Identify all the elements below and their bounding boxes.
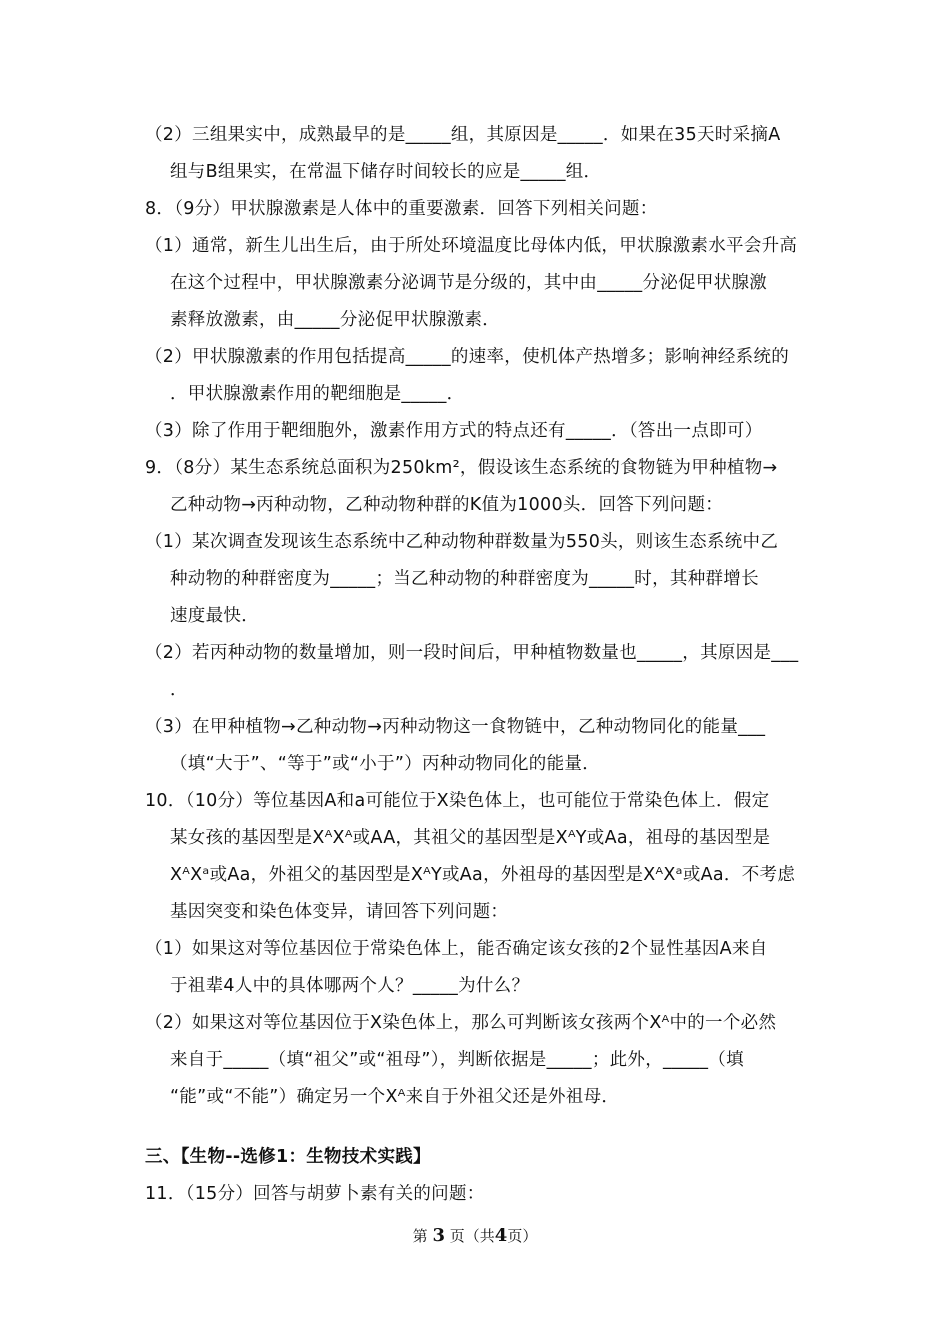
q10-part1-line1: （1）如果这对等位基因位于常染色体上，能否确定该女孩的2个显性基因A来自	[145, 939, 768, 959]
q10-stem-line4: 基因突变和染色体变异，请回答下列问题：	[170, 902, 509, 922]
q8-part3: （3）除了作用于靶细胞外，激素作用方式的特点还有_____．（答出一点即可）	[145, 421, 763, 441]
q10-part2-line2: 来自于_____（填“祖父”或“祖母”），判断依据是_____；此外，_____（填	[170, 1050, 744, 1070]
q9-part2-line1: （2）若丙种动物的数量增加，则一段时间后，甲种植物数量也_____，其原因是___	[145, 643, 799, 663]
q11-stem: 11．（15分）回答与胡萝卜素有关的问题：	[145, 1184, 485, 1204]
q10-part2-line1: （2）如果这对等位基因位于X染色体上，那么可判断该女孩两个Xᴬ中的一个必然	[145, 1013, 777, 1033]
q8-stem: 8．（9分）甲状腺激素是人体中的重要激素．回答下列相关问题：	[145, 199, 658, 219]
page-footer	[0, 1225, 950, 1246]
q9-part3-line2: （填“大于”、“等于”或“小于”）丙种动物同化的能量．	[170, 754, 600, 774]
footer-current-page: 3	[432, 1225, 445, 1246]
q9-stem-line2: 乙种动物→丙种动物，乙种动物种群的K值为1000头．回答下列问题：	[170, 495, 724, 515]
footer-suffix: 页）	[507, 1227, 538, 1245]
footer-total-pages: 4	[494, 1225, 508, 1246]
q8-part1-line3: 素释放激素，由_____分泌促甲状腺激素．	[170, 310, 501, 330]
q8-part2-line1: （2）甲状腺激素的作用包括提高_____的速率，使机体产热增多；影响神经系统的	[145, 347, 790, 367]
q8-part1-line2: 在这个过程中，甲状腺激素分泌调节是分级的，其中由_____分泌促甲状腺激	[170, 273, 768, 293]
footer-middle: 页（共	[449, 1227, 495, 1245]
q10-stem-line1: 10．（10分）等位基因A和a可能位于X染色体上，也可能位于常染色体上．假定	[145, 791, 770, 811]
q9-part1-line3: 速度最快．	[170, 606, 259, 626]
q9-part1-line2: 种动物的种群密度为_____；当乙种动物的种群密度为_____时，其种群增长	[170, 569, 759, 589]
q7-part2-line2: 组与B组果实，在常温下储存时间较长的应是_____组．	[170, 162, 602, 182]
q10-part2-line3: “能”或“不能”）确定另一个Xᴬ来自于外祖父还是外祖母．	[170, 1087, 620, 1107]
q9-part2-line2: ．	[170, 680, 188, 700]
q9-stem-line1: 9．（8分）某生态系统总面积为250km²，假设该生态系统的食物链为甲种植物→	[145, 458, 778, 478]
q9-part3-line1: （3）在甲种植物→乙种动物→丙种动物这一食物链中，乙种动物同化的能量___	[145, 717, 766, 737]
q8-part2-line2: ．甲状腺激素作用的靶细胞是_____．	[170, 384, 465, 404]
q10-stem-line2: 某女孩的基因型是XᴬXᴬ或AA，其祖父的基因型是XᴬY或Aa，祖母的基因型是	[170, 828, 771, 848]
q10-stem-line3: XᴬXᵃ或Aa，外祖父的基因型是XᴬY或Aa，外祖母的基因型是XᴬXᵃ或Aa．不考虑	[170, 865, 796, 885]
q7-part2-line1: （2）三组果实中，成熟最早的是_____组，其原因是_____．如果在35天时采摘A	[145, 125, 781, 145]
q10-part1-line2: 于祖辈4人中的具体哪两个人？_____为什么？	[170, 976, 530, 996]
q9-part1-line1: （1）某次调查发现该生态系统中乙种动物种群数量为550头，则该生态系统中乙	[145, 532, 779, 552]
section-heading: 三、【生物--选修1：生物技术实践】	[145, 1147, 431, 1167]
q8-part1-line1: （1）通常，新生儿出生后，由于所处环境温度比母体内低，甲状腺激素水平会升高	[145, 236, 798, 256]
footer-prefix: 第	[412, 1227, 428, 1245]
